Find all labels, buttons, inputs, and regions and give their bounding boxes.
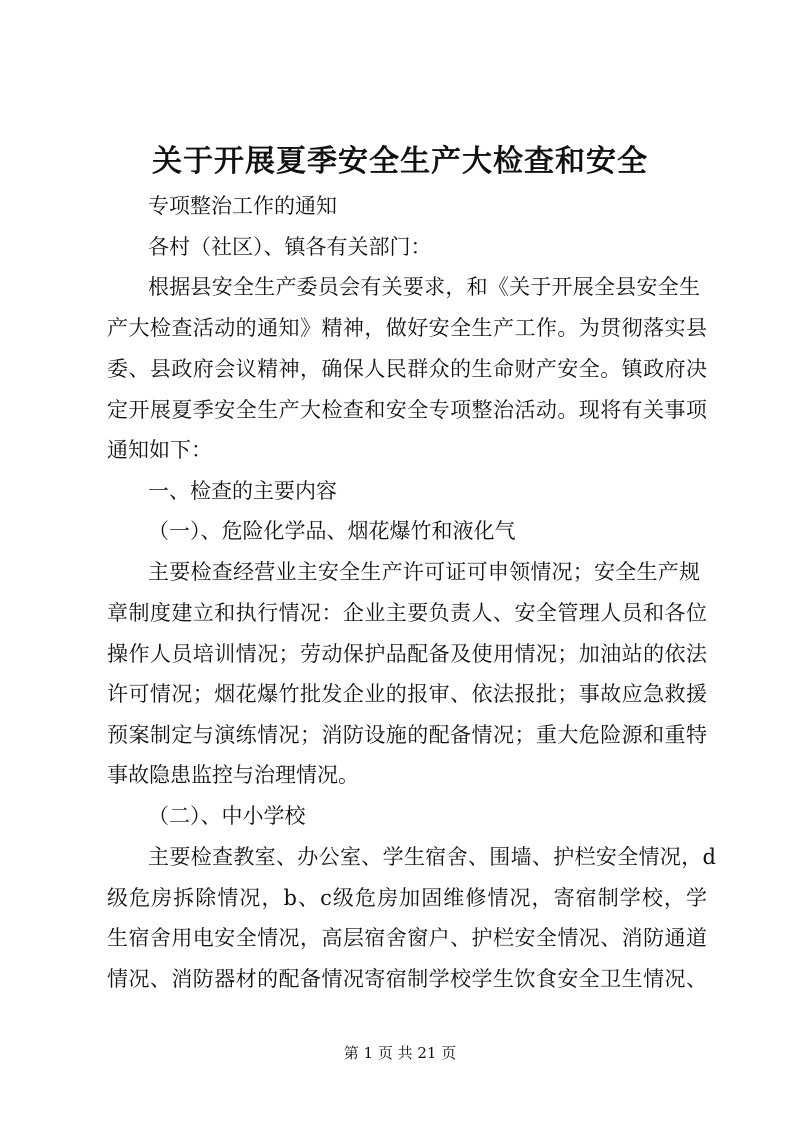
subtitle-line: 专项整治工作的通知 — [148, 194, 337, 218]
paragraph-line: 预案制定与演练情况；消防设施的配备情况；重大危险源和重特 — [107, 723, 707, 747]
paragraph-line: 级危房拆除情况，b、c级危房加固维修情况，寄宿制学校，学 — [107, 886, 707, 910]
paragraph-line: 许可情况；烟花爆竹批发企业的报审、依法报批；事故应急救援 — [107, 682, 707, 706]
paragraph-line: 委、县政府会议精神，确保人民群众的生命财产安全。镇政府决 — [107, 357, 707, 381]
paragraph-line: 操作人员培训情况；劳动保护品配备及使用情况；加油站的依法 — [107, 642, 707, 666]
document-title: 关于开展夏季安全生产大检查和安全 — [152, 144, 648, 179]
subsection-heading: （一）、危险化学品、烟花爆竹和液化气 — [148, 519, 516, 543]
paragraph-line: 产大检查活动的通知》精神，做好安全生产工作。为贯彻落实县 — [107, 316, 707, 340]
salutation-line: 各村（社区）、镇各有关部门： — [148, 235, 432, 259]
page-number-footer: 第 1 页 共 21 页 — [343, 1044, 457, 1062]
section-heading: 一、检查的主要内容 — [148, 479, 337, 503]
paragraph-line: 定开展夏季安全生产大检查和安全专项整治活动。现将有关事项 — [107, 398, 707, 422]
paragraph-line: 情况、消防器材的配备情况寄宿制学校学生饮食安全卫生情况、 — [107, 967, 707, 991]
paragraph-line: 根据县安全生产委员会有关要求，和《关于开展全县安全生 — [148, 275, 700, 299]
paragraph-line: 生宿舍用电安全情况，高层宿舍窗户、护栏安全情况、消防通道 — [107, 926, 707, 950]
paragraph-line: 主要检查经营业主安全生产许可证可申领情况；安全生产规 — [148, 560, 700, 584]
paragraph-line: 事故隐患监控与治理情况。 — [107, 763, 359, 787]
paragraph-line: 通知如下： — [107, 438, 212, 462]
paragraph-line: 章制度建立和执行情况：企业主要负责人、安全管理人员和各位 — [107, 601, 707, 625]
subsection-heading: （二）、中小学校 — [148, 804, 306, 828]
paragraph-line: 主要检查教室、办公室、学生宿舍、围墙、护栏安全情况，d — [148, 845, 716, 869]
